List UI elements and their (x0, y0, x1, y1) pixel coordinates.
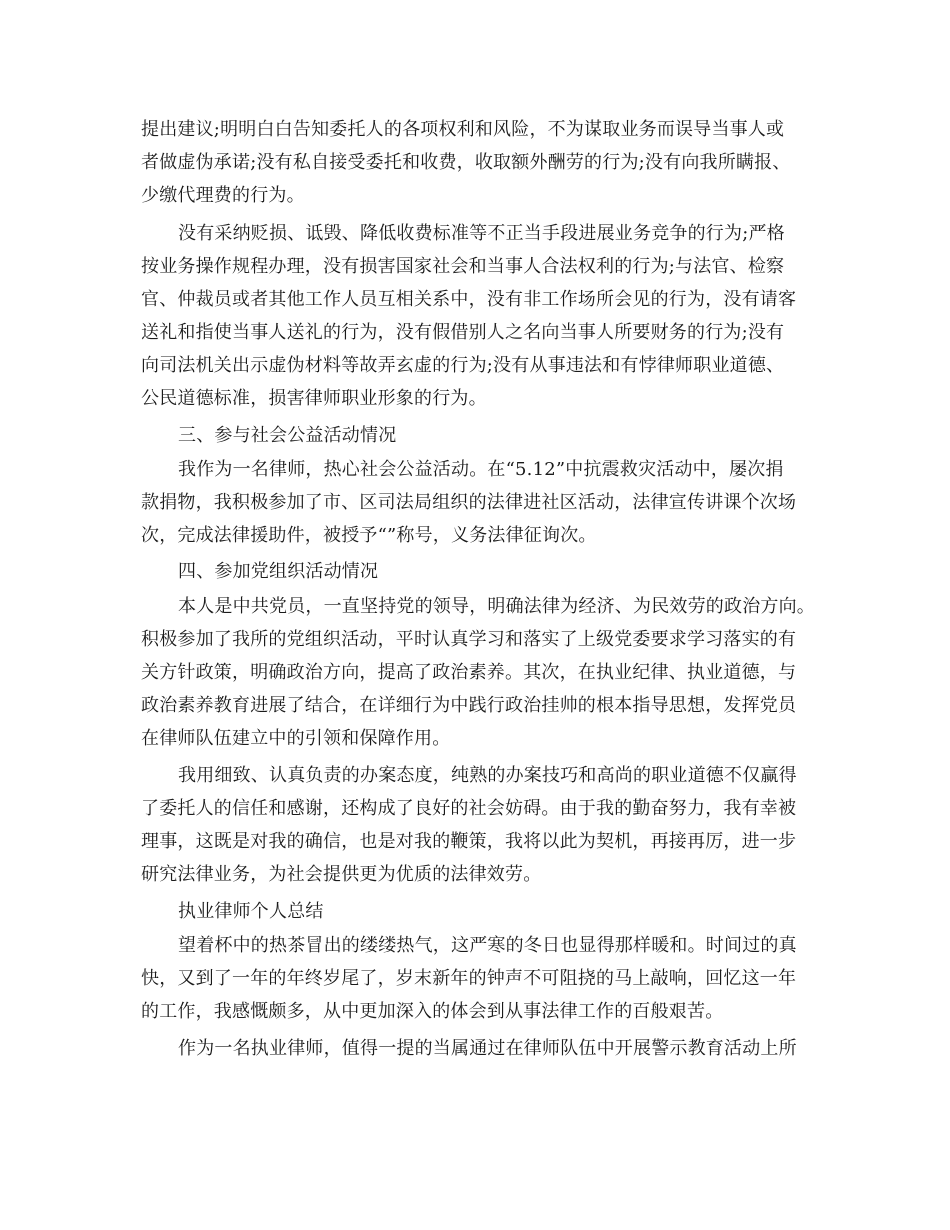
text-line: 者做虚伪承诺;没有私自接受委托和收费，收取额外酬劳的行为;没有向我所瞒报、 (141, 152, 791, 173)
text-line: 没有采纳贬损、诋毁、降低收费标准等不正当手段进展业务竞争的行为;严格 (178, 223, 785, 244)
text-line: 我作为一名律师，热心社会公益活动。在“5.12”中抗震救灾活动中，屡次捐 (178, 459, 784, 480)
text-line: 理事，这既是对我的确信，也是对我的鞭策，我将以此为契机，再接再厉，进一步 (141, 831, 797, 852)
text-line: 研究法律业务，为社会提供更为优质的法律效劳。 (141, 864, 542, 885)
text-line: 积极参加了我所的党组织活动，平时认真学习和落实了上级党委要求学习落实的有 (141, 629, 797, 650)
section-heading: 四、参加党组织活动情况 (178, 561, 379, 582)
text-line: 少缴代理费的行为。 (141, 185, 305, 206)
text-line: 提出建议;明明白白告知委托人的各项权利和风险，不为谋取业务而误导当事人或 (141, 119, 785, 140)
text-line: 按业务操作规程办理，没有损害国家社会和当事人合法权利的行为;与法官、检察 (141, 256, 785, 277)
text-line: 政治素养教育进展了结合，在详细行为中践行政治挂帅的根本指导思想，发挥党员 (141, 695, 797, 716)
text-line: 我用细致、认真负责的办案态度，纯熟的办案技巧和高尚的职业道德不仅赢得 (178, 765, 797, 786)
text-line: 快，又到了一年的年终岁尾了，岁末新年的钟声不可阻挠的马上敲响，回忆这一年 (141, 968, 797, 989)
text-line: 了委托人的信任和感谢，还构成了良好的社会妨碍。由于我的勤奋努力，我有幸被 (141, 798, 797, 819)
text-line: 望着杯中的热茶冒出的缕缕热气，这严寒的冬日也显得那样暖和。时间过的真 (178, 935, 797, 956)
text-line: 公民道德标准，损害律师职业形象的行为。 (141, 388, 487, 409)
text-line: 款捐物，我积极参加了市、区司法局组织的法律进社区活动，法律宣传讲课个次场 (141, 492, 797, 513)
text-line: 关方针政策，明确政治方向，提高了政治素养。其次，在执业纪律、执业道德，与 (141, 662, 797, 683)
text-line: 的工作，我感慨颇多，从中更加深入的体会到从事法律工作的百般艰苦。 (141, 1001, 724, 1022)
text-line: 次，完成法律援助件，被授予“”称号，义务法律征询次。 (141, 525, 597, 546)
text-line: 官、仲裁员或者其他工作人员互相关系中，没有非工作场所会见的行为，没有请客 (141, 289, 797, 310)
text-line: 本人是中共党员，一直坚持党的领导，明确法律为经济、为民效劳的政治方向。 (178, 596, 815, 617)
section-heading: 三、参与社会公益活动情况 (178, 425, 397, 446)
text-line: 作为一名执业律师，值得一提的当属通过在律师队伍中开展警示教育活动上所 (178, 1038, 797, 1059)
text-line: 向司法机关出示虚伪材料等故弄玄虚的行为;没有从事违法和有悖律师职业道德、 (141, 355, 785, 376)
section-heading: 执业律师个人总结 (178, 901, 324, 922)
text-line: 送礼和指使当事人送礼的行为，没有假借别人之名向当事人所要财务的行为;没有 (141, 322, 785, 343)
text-line: 在律师队伍建立中的引领和保障作用。 (141, 728, 451, 749)
